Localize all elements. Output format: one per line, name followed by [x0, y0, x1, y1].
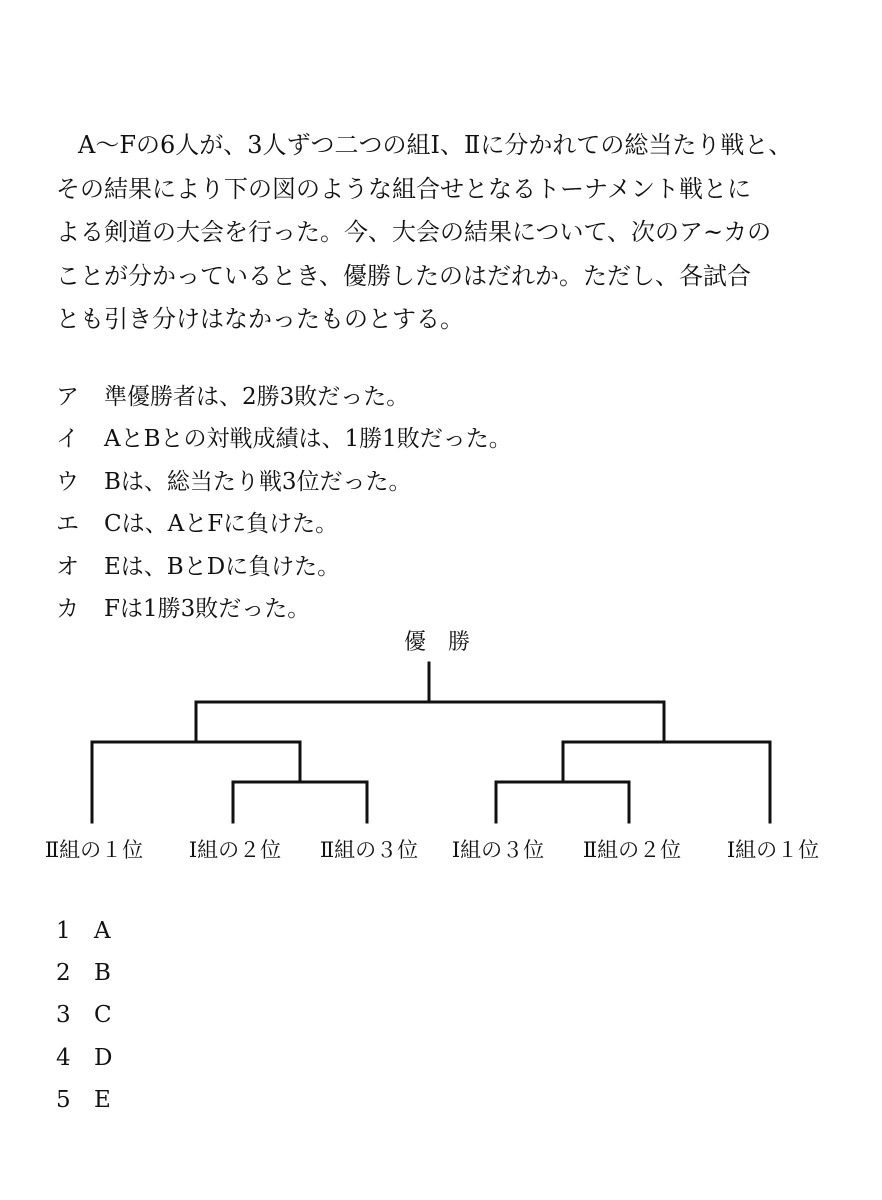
condition-item [56, 503, 826, 545]
bracket-slot-3: Ⅱ組の３位 [319, 838, 419, 862]
choice-item [56, 994, 112, 1036]
choice-text: E [94, 1086, 111, 1113]
choice-number: 2 [56, 960, 71, 987]
condition-mark: イ [56, 426, 79, 453]
choice-item [56, 1037, 112, 1079]
choice-number: 3 [56, 1002, 71, 1029]
intro-line: ことが分かっているとき、優勝したのはだれか。ただし、各試合 [56, 261, 752, 290]
intro-line: よる剣道の大会を行った。今、大会の結果について、次のア~カの [56, 218, 772, 246]
condition-mark: ア [56, 384, 79, 410]
choice-item [56, 952, 112, 994]
condition-text: Cは、AとFに負けた。 [104, 511, 339, 538]
intro-line: とも引き分けはなかったものとする。 [56, 305, 464, 333]
condition-item [56, 588, 826, 630]
tournament-bracket [0, 655, 882, 825]
intro-line: A〜Fの6人が、3人ずつ二つの組Ⅰ、Ⅱに分かれての総当たり戦と、 [78, 131, 793, 159]
condition-text: Fは1勝3敗だった。 [104, 595, 311, 622]
champion-label: 優勝 [403, 630, 492, 655]
choice-number: 4 [56, 1044, 71, 1071]
choice-text: B [94, 960, 111, 987]
choice-text: A [94, 918, 111, 944]
condition-item [56, 461, 826, 503]
condition-text: Bは、総当たり戦3位だった。 [104, 468, 412, 495]
choice-item [56, 910, 112, 952]
condition-item [56, 546, 826, 588]
condition-mark: カ [56, 595, 79, 622]
bracket-slot-6: Ⅰ組の１位 [726, 838, 820, 862]
condition-text: Eは、BとDに負けた。 [104, 553, 341, 580]
choice-text: C [94, 1002, 112, 1029]
bracket-slot-4: Ⅰ組の３位 [451, 838, 545, 862]
intro-line: その結果により下の図のような組合せとなるトーナメント戦とに [56, 174, 752, 203]
condition-item [56, 376, 826, 418]
condition-mark: エ [56, 511, 79, 538]
problem-statement [56, 124, 826, 342]
choice-number: 5 [56, 1086, 71, 1113]
choice-item [56, 1079, 112, 1121]
bracket-slot-5: Ⅱ組の２位 [582, 838, 682, 862]
condition-mark: オ [56, 553, 79, 580]
condition-text: 準優勝者は、2勝3敗だった。 [104, 384, 410, 410]
bracket-slot-1: Ⅱ組の１位 [44, 838, 144, 862]
condition-mark: ウ [56, 468, 79, 495]
choice-text: D [94, 1044, 113, 1071]
bracket-slot-2: Ⅰ組の２位 [188, 838, 282, 862]
conditions-list [56, 376, 826, 630]
choice-number: 1 [56, 918, 71, 944]
answer-choices [56, 910, 112, 1121]
condition-item [56, 418, 826, 460]
condition-text: AとBとの対戦成績は、1勝1敗だった。 [104, 426, 512, 453]
